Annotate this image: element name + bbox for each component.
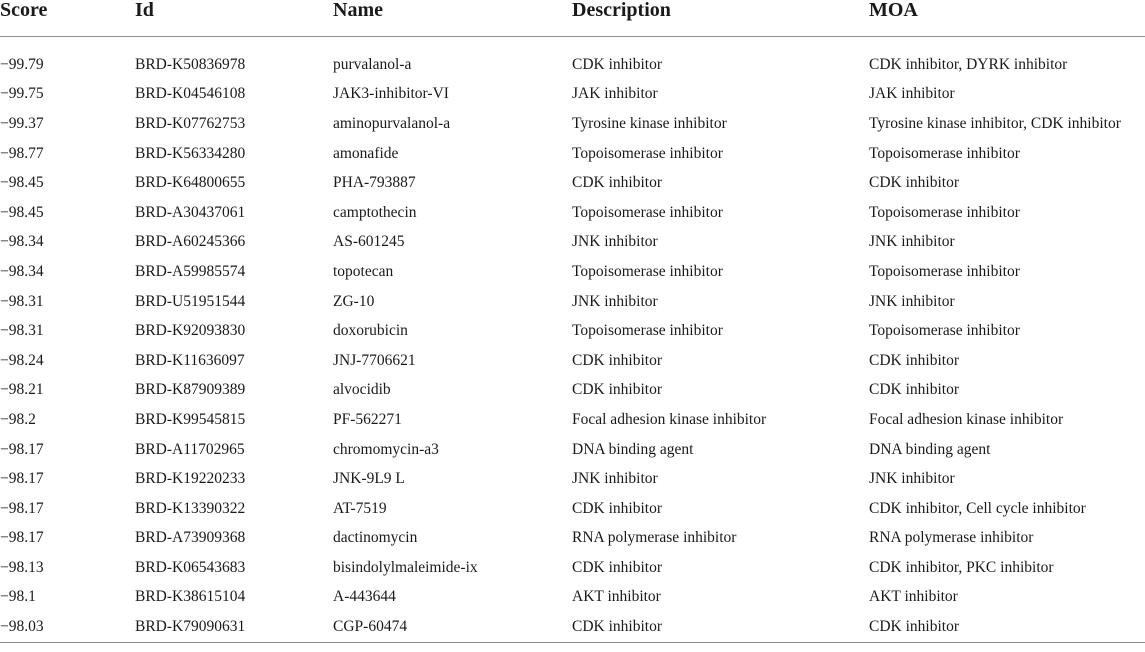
cell-description: JNK inhibitor — [572, 292, 658, 310]
table-row — [0, 583, 1145, 613]
cell-id: BRD-K92093830 — [135, 322, 246, 340]
cell-moa: JNK inhibitor — [869, 292, 955, 310]
table-row — [0, 553, 1145, 583]
cell-name: JNJ-7706621 — [333, 351, 416, 369]
cell-id: BRD-K50836978 — [135, 55, 246, 73]
cell-score: −98.1 — [0, 588, 36, 606]
cell-score: −98.17 — [0, 440, 44, 458]
table-row — [0, 139, 1145, 169]
cell-id: BRD-A59985574 — [135, 262, 246, 280]
table-row — [0, 168, 1145, 198]
header-name: Name — [333, 0, 572, 37]
cell-id: BRD-K99545815 — [135, 410, 246, 428]
cell-score: −98.21 — [0, 381, 44, 399]
cell-description: CDK inhibitor — [572, 499, 662, 517]
table-row — [0, 316, 1145, 346]
cell-name: CGP-60474 — [333, 612, 572, 643]
cell-moa: CDK inhibitor — [869, 351, 959, 369]
table-row — [0, 228, 1145, 258]
cell-description: AKT inhibitor — [572, 588, 661, 606]
cell-id: BRD-A60245366 — [135, 233, 246, 251]
cell-name: JAK3-inhibitor-VI — [333, 85, 449, 103]
cell-name: doxorubicin — [333, 322, 408, 340]
cell-moa: AKT inhibitor — [869, 588, 958, 606]
cell-name: bisindolylmaleimide-ix — [333, 558, 478, 576]
cell-description: CDK inhibitor — [572, 174, 662, 192]
cell-description: RNA polymerase inhibitor — [572, 529, 737, 547]
cell-score: −98.34 — [0, 233, 44, 251]
cell-name: chromomycin-a3 — [333, 440, 439, 458]
cell-description: JNK inhibitor — [572, 233, 658, 251]
cell-name: dactinomycin — [333, 529, 418, 547]
cell-name: A-443644 — [333, 588, 396, 606]
cell-id: BRD-K87909389 — [135, 381, 246, 399]
cell-name: aminopurvalanol-a — [333, 114, 451, 132]
cell-id: BRD-K38615104 — [135, 588, 246, 606]
table-row — [0, 464, 1145, 494]
table-row — [0, 50, 1145, 80]
table-row — [0, 612, 1145, 643]
cell-score: −98.24 — [0, 351, 44, 369]
header-id: Id — [135, 0, 333, 37]
cell-name: AT-7519 — [333, 499, 387, 517]
cell-id: BRD-U51951544 — [135, 292, 246, 310]
header-spacer — [0, 37, 1145, 51]
cell-name: purvalanol-a — [333, 55, 412, 73]
cell-id: BRD-K11636097 — [135, 351, 245, 369]
cell-id: BRD-K79090631 — [135, 612, 333, 643]
cell-score: −98.17 — [0, 470, 44, 488]
cell-moa: JNK inhibitor — [869, 470, 955, 488]
cell-moa: CDK inhibitor, DYRK inhibitor — [869, 55, 1068, 73]
header-description: Description — [572, 0, 869, 37]
cell-name: JNK-9L9 L — [333, 470, 405, 488]
cell-description: DNA binding agent — [572, 440, 694, 458]
cell-description: Focal adhesion kinase inhibitor — [572, 410, 767, 428]
cell-description: Topoisomerase inhibitor — [572, 144, 723, 162]
cell-description: JNK inhibitor — [572, 470, 658, 488]
cell-moa: CDK inhibitor — [869, 612, 1145, 643]
cell-moa: Topoisomerase inhibitor — [869, 262, 1020, 280]
cell-moa: Topoisomerase inhibitor — [869, 144, 1020, 162]
table-row — [0, 80, 1145, 110]
header-score: Score — [0, 0, 135, 37]
table-row — [0, 257, 1145, 287]
cell-description: JAK inhibitor — [572, 85, 658, 103]
cell-id: BRD-K13390322 — [135, 499, 246, 517]
cell-score: −98.77 — [0, 144, 44, 162]
cell-id: BRD-K64800655 — [135, 174, 246, 192]
cell-name: alvocidib — [333, 381, 391, 399]
cell-moa: Topoisomerase inhibitor — [869, 322, 1020, 340]
cell-description: CDK inhibitor — [572, 351, 662, 369]
cell-moa: DNA binding agent — [869, 440, 991, 458]
cell-moa: CDK inhibitor, PKC inhibitor — [869, 558, 1054, 576]
cell-moa: Topoisomerase inhibitor — [869, 203, 1020, 221]
cell-id: BRD-K04546108 — [135, 85, 246, 103]
cell-score: −99.79 — [0, 55, 44, 73]
cell-score: −98.31 — [0, 292, 44, 310]
cell-description: Topoisomerase inhibitor — [572, 322, 723, 340]
cell-id: BRD-A30437061 — [135, 203, 246, 221]
cell-moa: JNK inhibitor — [869, 233, 955, 251]
cell-score: −98.03 — [0, 612, 135, 643]
cell-score: −99.37 — [0, 114, 44, 132]
cell-name: AS-601245 — [333, 233, 405, 251]
table-row — [0, 109, 1145, 139]
table-row — [0, 198, 1145, 228]
cell-name: camptothecin — [333, 203, 417, 221]
cell-name: amonafide — [333, 144, 399, 162]
cell-id: BRD-K07762753 — [135, 114, 246, 132]
cell-moa: CDK inhibitor, Cell cycle inhibitor — [869, 499, 1086, 517]
cell-description: CDK inhibitor — [572, 558, 662, 576]
cell-score: −98.45 — [0, 174, 44, 192]
cell-id: BRD-K19220233 — [135, 470, 246, 488]
header-moa: MOA — [869, 0, 1145, 37]
cell-score: −98.45 — [0, 203, 44, 221]
table-row — [0, 405, 1145, 435]
cell-moa: Focal adhesion kinase inhibitor — [869, 410, 1064, 428]
cell-moa: JAK inhibitor — [869, 85, 955, 103]
table-row — [0, 524, 1145, 554]
cell-id: BRD-A11702965 — [135, 440, 245, 458]
cell-score: −98.17 — [0, 499, 44, 517]
cell-id: BRD-K06543683 — [135, 558, 246, 576]
cell-score: −99.75 — [0, 85, 44, 103]
table-row — [0, 287, 1145, 317]
cell-name: ZG-10 — [333, 292, 375, 310]
cell-description: Topoisomerase inhibitor — [572, 203, 723, 221]
cell-description: CDK inhibitor — [572, 381, 662, 399]
cell-description: CDK inhibitor — [572, 612, 869, 643]
cell-moa: CDK inhibitor — [869, 381, 959, 399]
cell-description: Tyrosine kinase inhibitor — [572, 114, 727, 132]
table-row — [0, 435, 1145, 465]
table-body — [0, 37, 1145, 643]
header-row — [0, 0, 1145, 37]
cell-score: −98.2 — [0, 410, 36, 428]
cell-description: Topoisomerase inhibitor — [572, 262, 723, 280]
cell-moa: CDK inhibitor — [869, 174, 959, 192]
cell-name: topotecan — [333, 262, 394, 280]
cell-score: −98.17 — [0, 529, 44, 547]
cell-id: BRD-K56334280 — [135, 144, 246, 162]
table-row — [0, 346, 1145, 376]
cell-id: BRD-A73909368 — [135, 529, 246, 547]
cell-name: PF-562271 — [333, 410, 402, 428]
cell-score: −98.31 — [0, 322, 44, 340]
cell-moa: RNA polymerase inhibitor — [869, 529, 1034, 547]
table-row — [0, 494, 1145, 524]
table-row — [0, 376, 1145, 406]
cell-score: −98.13 — [0, 558, 44, 576]
cell-description: CDK inhibitor — [572, 55, 662, 73]
cell-name: PHA-793887 — [333, 174, 416, 192]
cell-score: −98.34 — [0, 262, 44, 280]
cell-moa: Tyrosine kinase inhibitor, CDK inhibitor — [869, 114, 1121, 132]
